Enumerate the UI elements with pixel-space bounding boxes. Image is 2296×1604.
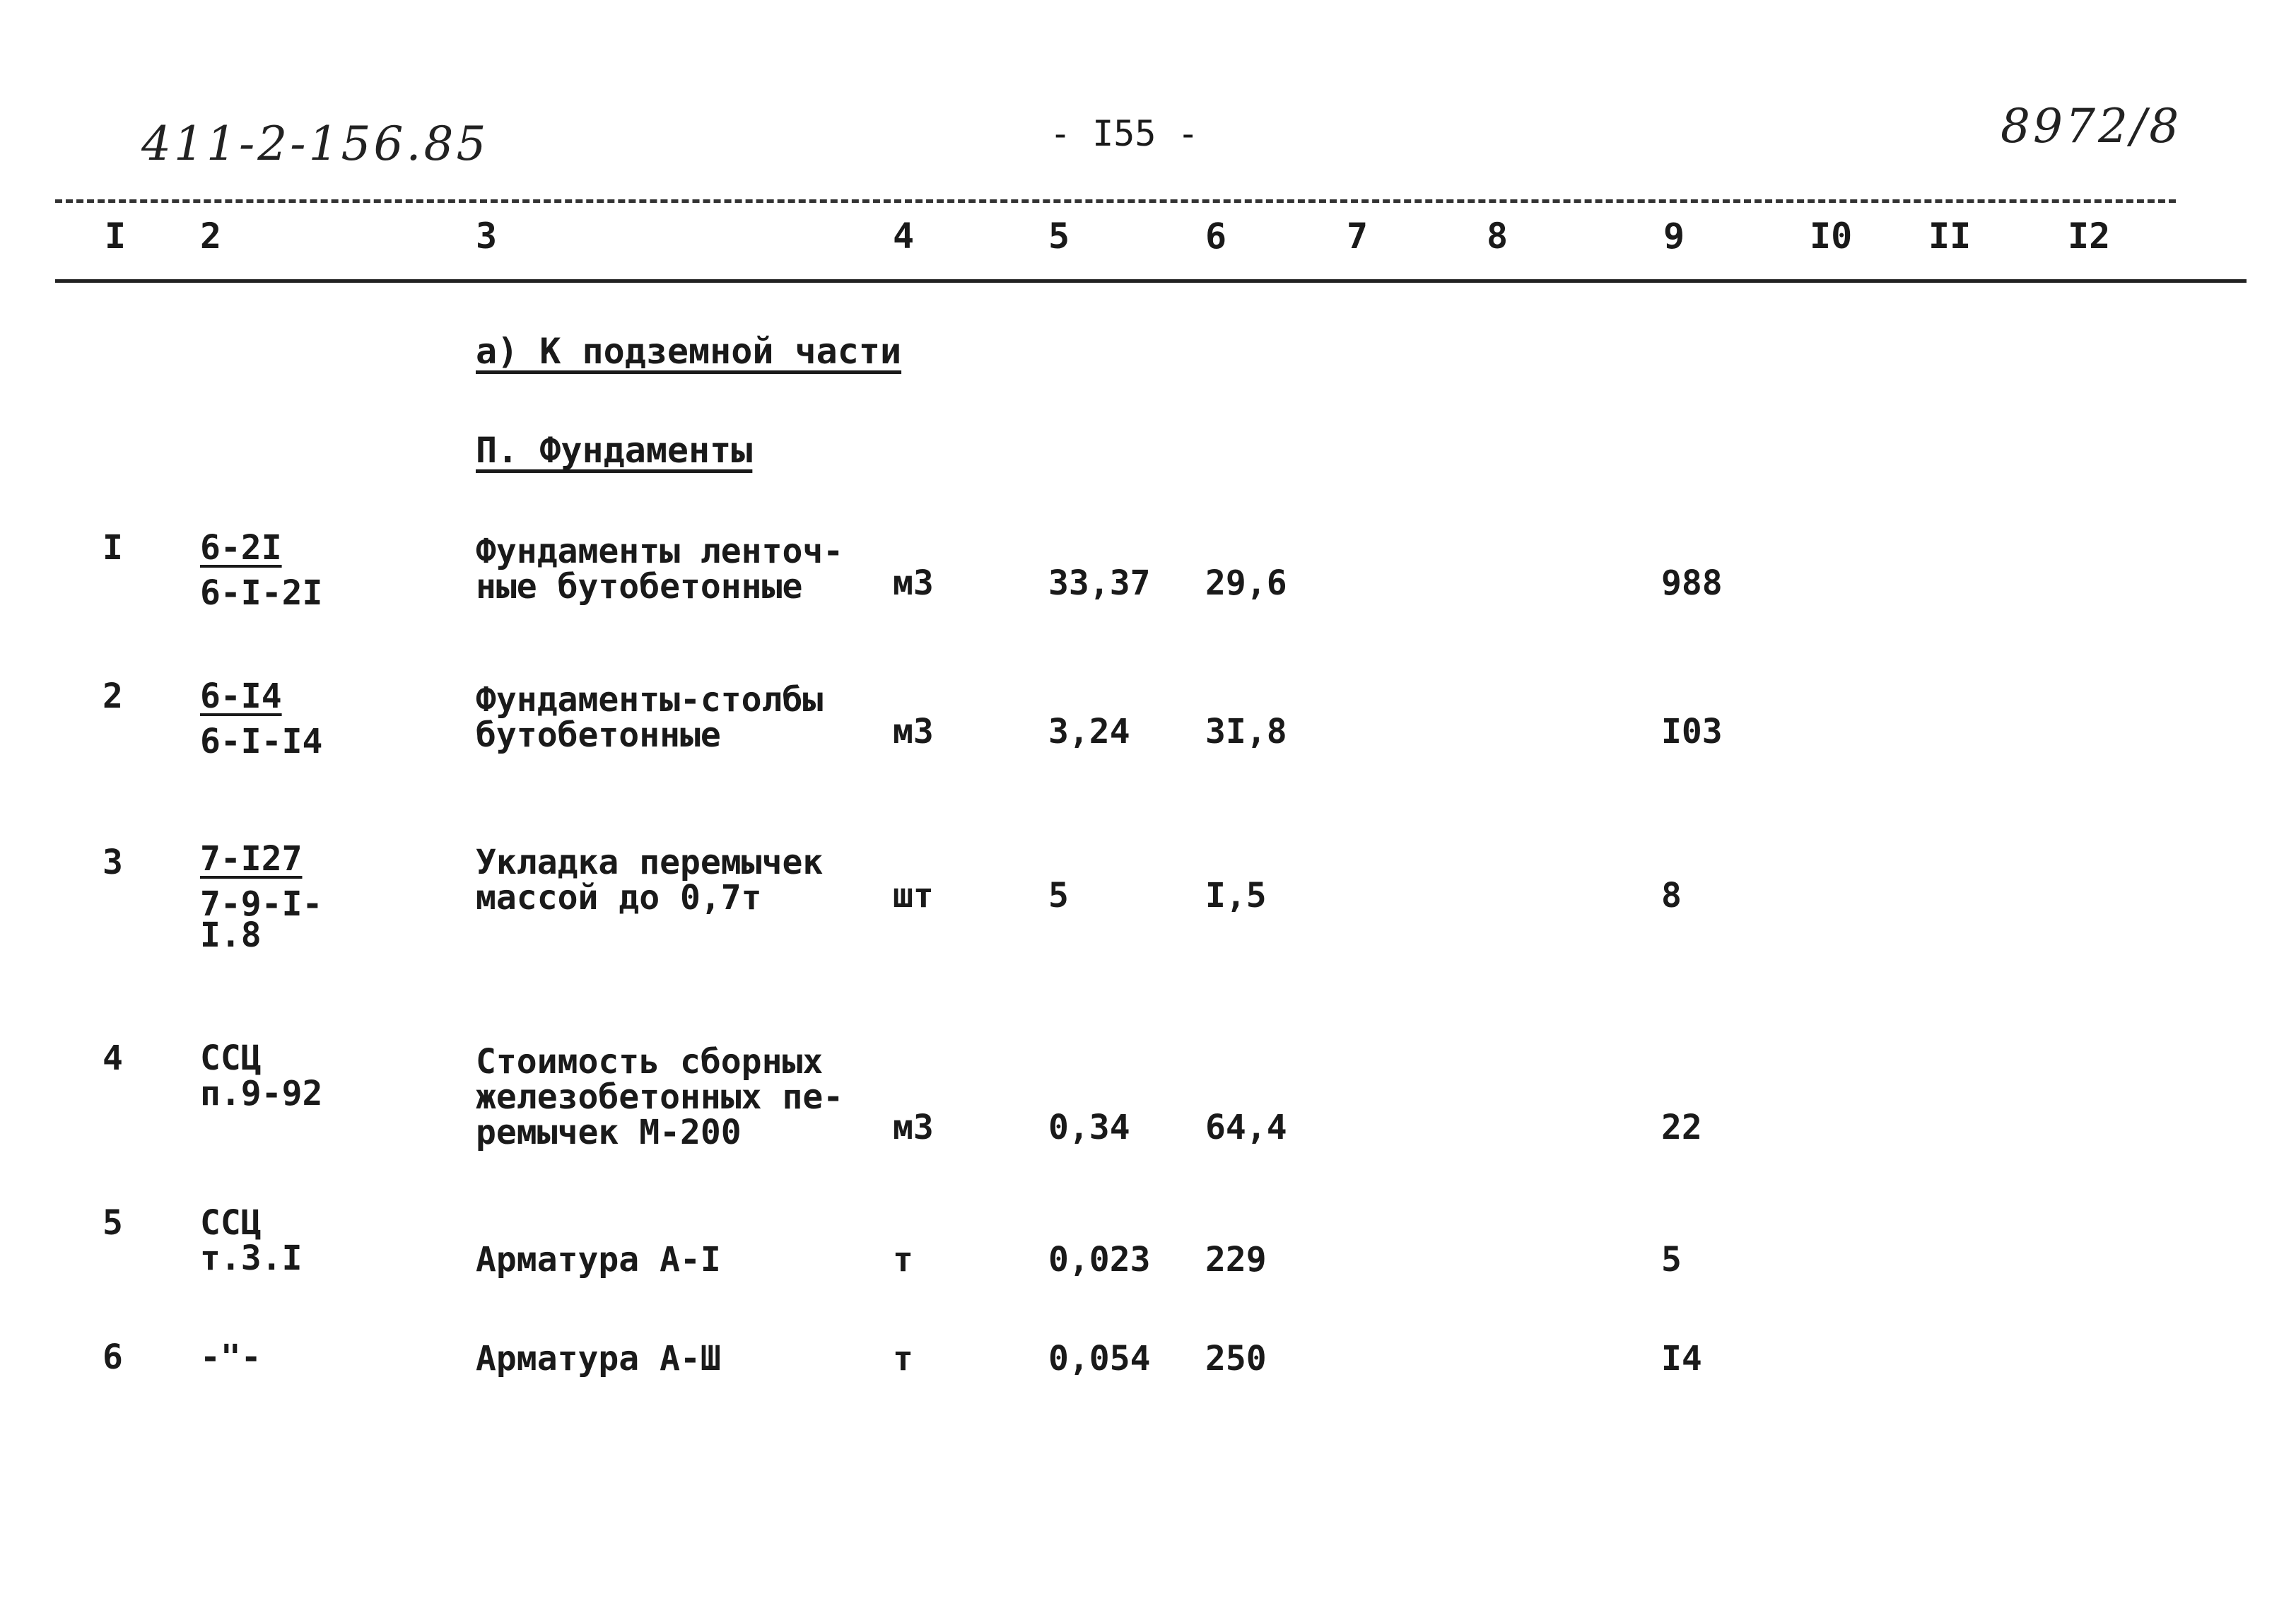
row-number: 4: [102, 1038, 123, 1078]
work-description: Арматура А-Ш: [476, 1339, 721, 1378]
unit: т: [893, 1240, 913, 1280]
unit: м3: [893, 712, 934, 751]
rate-code: [200, 679, 322, 759]
rate-code-bottom: I.8: [200, 915, 262, 955]
description-line: ремычек М-200: [476, 1113, 742, 1152]
column-header: 2: [200, 216, 222, 257]
top-rule: [55, 199, 2176, 203]
quantity: 3,24: [1048, 712, 1130, 751]
row-number: 6: [102, 1337, 123, 1377]
description-line: Фундаменты-столбы: [476, 680, 824, 720]
unit-price: 229: [1205, 1240, 1267, 1280]
description-line: Фундаменты ленточ-: [476, 532, 844, 571]
document-code: 411-2-156.85: [141, 117, 489, 171]
quantity: 33,37: [1048, 563, 1151, 603]
header-rule: [55, 279, 2247, 283]
unit: шт: [893, 876, 934, 915]
description-line: бутобетонные: [476, 715, 721, 755]
section-subtitle: П. Фундаменты: [476, 430, 753, 471]
rate-code-top: 6-I4: [200, 677, 282, 716]
quantity: 0,34: [1048, 1108, 1130, 1147]
unit-price: 64,4: [1205, 1108, 1287, 1147]
unit-price: I,5: [1205, 876, 1267, 915]
unit: м3: [893, 1108, 934, 1147]
unit: м3: [893, 563, 934, 603]
unit: т: [893, 1339, 913, 1378]
total-cost: 988: [1661, 563, 1723, 603]
rate-code: [200, 1205, 303, 1276]
total-cost: 22: [1661, 1108, 1702, 1147]
description-line: Стоимость сборных: [476, 1042, 824, 1082]
reference-number: 8972/8: [2001, 99, 2182, 153]
unit-price: 250: [1205, 1339, 1267, 1378]
work-description: Арматура А-I: [476, 1240, 721, 1280]
unit-price: 29,6: [1205, 563, 1287, 603]
rate-code-top: 6-2I: [200, 528, 282, 568]
total-cost: 5: [1661, 1240, 1682, 1280]
rate-code-top: 7-I27: [200, 839, 303, 879]
rate-code-top: ССЦ: [200, 1203, 262, 1243]
rate-code: -"-: [200, 1337, 262, 1377]
rate-code-bottom: 6-I-I4: [200, 722, 323, 761]
work-description: [476, 682, 823, 753]
total-cost: I4: [1661, 1339, 1702, 1378]
column-header: I2: [2068, 216, 2111, 257]
rate-code-bottom: 7-9-I-: [200, 884, 323, 924]
row-number: I: [102, 528, 123, 568]
column-header: 7: [1347, 216, 1369, 257]
column-header: I0: [1810, 216, 1853, 257]
rate-code-top: ССЦ: [200, 1038, 262, 1078]
description-line: Укладка перемычек: [476, 843, 824, 882]
description-line: железобетонных пе-: [476, 1077, 844, 1117]
quantity: 0,054: [1048, 1339, 1151, 1378]
row-number: 2: [102, 677, 123, 716]
column-header: 9: [1663, 216, 1685, 257]
quantity: 0,023: [1048, 1240, 1151, 1280]
rate-code-bottom: 6-I-2I: [200, 573, 323, 613]
section-title: а) К подземной части: [476, 331, 902, 372]
rate-code: [200, 1038, 323, 1113]
row-number: 3: [102, 843, 123, 882]
rate-code-bottom: п.9-92: [200, 1074, 323, 1113]
rate-code: [200, 841, 322, 953]
row-number: 5: [102, 1203, 123, 1243]
work-description: [476, 532, 844, 607]
rate-code: [200, 530, 322, 611]
rate-code-bottom: т.3.I: [200, 1239, 303, 1278]
column-header: 6: [1205, 216, 1227, 257]
quantity: 5: [1048, 876, 1069, 915]
page-number: - I55 -: [1050, 113, 1199, 154]
column-header: II: [1928, 216, 1972, 257]
column-header: 5: [1048, 216, 1070, 257]
column-header: 3: [476, 216, 498, 257]
unit-price: 3I,8: [1205, 712, 1287, 751]
description-line: массой до 0,7т: [476, 878, 762, 918]
column-header: 4: [893, 216, 915, 257]
work-description: [476, 843, 824, 918]
total-cost: I03: [1661, 712, 1723, 751]
column-header: I: [105, 216, 127, 257]
description-line: ные бутобетонные: [476, 567, 803, 607]
work-description: [476, 1044, 843, 1150]
total-cost: 8: [1661, 876, 1682, 915]
column-header: 8: [1487, 216, 1509, 257]
